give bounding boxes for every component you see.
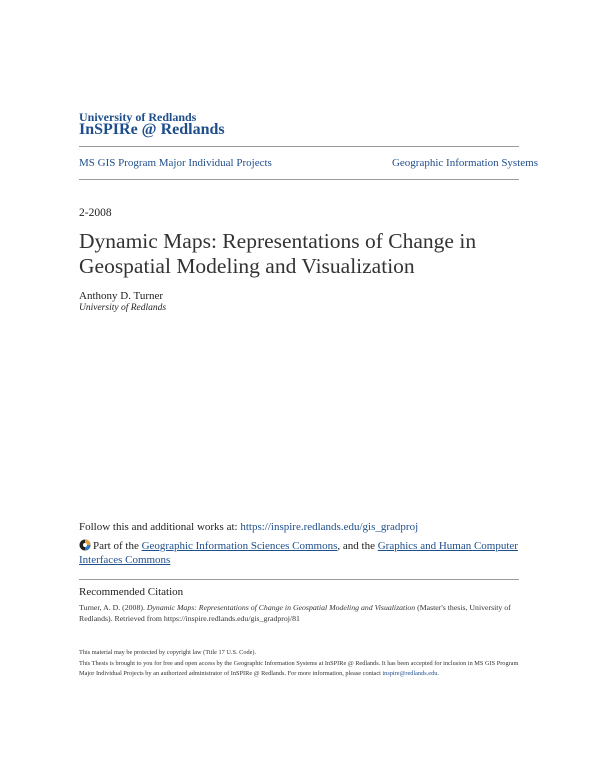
paper-title: Dynamic Maps: Representations of Change in Geospatial Modeling and Visualization	[79, 229, 477, 278]
part-of-prefix: Part of the	[93, 540, 142, 552]
citation-suffix: (Master's thesis, University of Redlands). Retrieved from https://inspire.redlands.edu/gis_gradproj/81	[79, 603, 511, 623]
citation-title: Dynamic Maps: Representations of Change in Geospatial Modeling and Visualization	[146, 603, 416, 612]
citation-heading: Recommended Citation	[79, 586, 184, 598]
follow-line	[79, 521, 418, 533]
publication-date: 2-2008	[79, 207, 112, 219]
part-of-middle: , and the	[337, 540, 378, 552]
gis-commons-link[interactable]: Geographic Information Sciences Commons	[141, 540, 338, 552]
contact-email-link[interactable]: inspire@redlands.edu	[382, 669, 438, 677]
access-notice-end: .	[437, 669, 439, 677]
access-notice	[79, 659, 519, 678]
hci-commons-link[interactable]: Graphics and Human Computer Interfaces Commons	[79, 540, 518, 566]
copyright-notice: This material may be protected by copyright law (Title 17 U.S. Code).	[79, 649, 257, 656]
header-divider-top	[79, 146, 519, 147]
university-name: University of Redlands	[79, 110, 197, 124]
series-link[interactable]: MS GIS Program Major Individual Projects	[79, 157, 272, 169]
citation-divider	[79, 579, 519, 580]
access-notice-body: This Thesis is brought to you for free and open access by the Geographic Information Systems at InSPIRe @ Redlands. It has been accepted for inclusion in MS GIS Program Major Individual Projects by an authorized administrator of InSPIRe @ Redlands. For more information, please contact	[79, 660, 519, 677]
author-name: Anthony D. Turner	[79, 290, 164, 302]
citation-prefix: Turner, A. D. (2008).	[79, 603, 147, 612]
part-of-line	[79, 539, 519, 567]
repository-name[interactable]: InSPIRe @ Redlands	[79, 121, 225, 138]
follow-prefix: Follow this and additional works at:	[79, 521, 241, 533]
citation-text	[79, 602, 519, 624]
author-affiliation: University of Redlands	[79, 303, 167, 313]
commons-network-icon	[79, 539, 91, 551]
header-divider-bottom	[79, 179, 519, 180]
collection-url-link[interactable]: https://inspire.redlands.edu/gis_gradproj	[240, 521, 419, 533]
department-link[interactable]: Geographic Information Systems	[391, 157, 538, 169]
